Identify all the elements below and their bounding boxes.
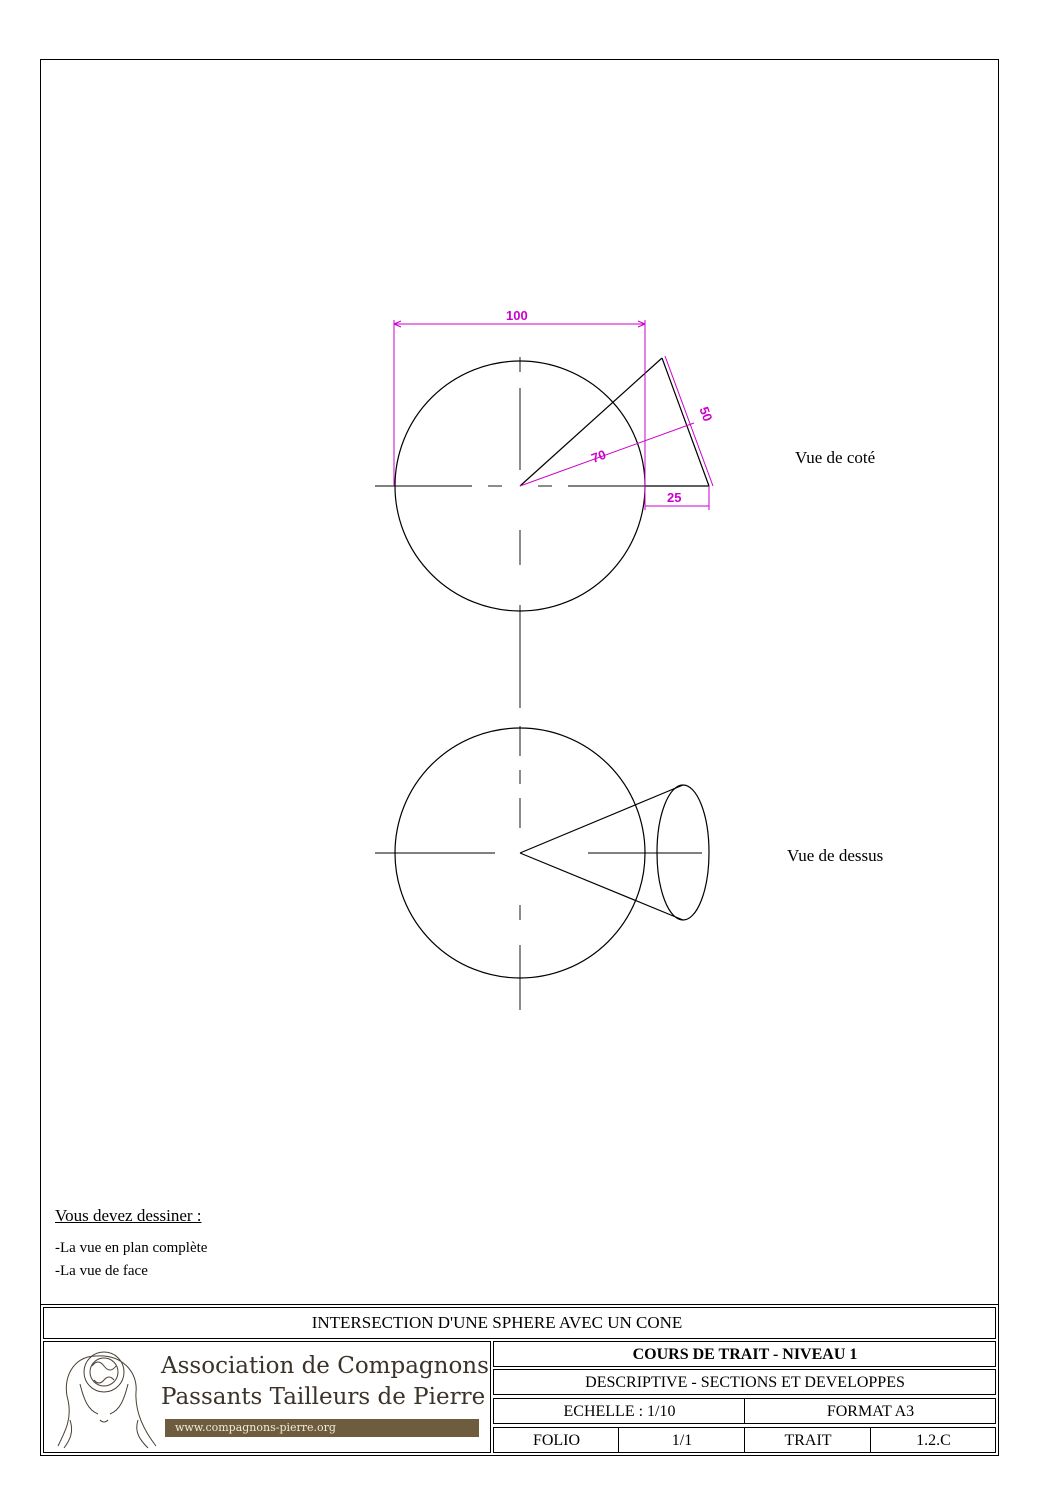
type-label: TRAIT xyxy=(784,1431,832,1449)
logo-emblem xyxy=(58,1352,156,1448)
logo-line-2: Passants Tailleurs de Pierre xyxy=(161,1384,486,1410)
top-view-label: Vue de dessus xyxy=(787,846,884,865)
instructions-title: Vous devez dessiner : xyxy=(55,1206,202,1225)
top-view-cone xyxy=(520,785,709,920)
instruction-item: -La vue de face xyxy=(55,1263,148,1279)
drawing-title: INTERSECTION D'UNE SPHERE AVEC UN CONE xyxy=(311,1313,683,1332)
dimension-offset: 25 xyxy=(667,490,682,505)
dimension-cone-length: 50 xyxy=(696,404,716,424)
top-view xyxy=(375,726,709,1010)
scale-value: ECHELLE : 1/10 xyxy=(563,1402,676,1420)
instruction-item: -La vue en plan complète xyxy=(55,1240,208,1256)
side-view-label: Vue de coté xyxy=(795,448,876,467)
dimension-lines xyxy=(394,320,716,510)
folio-value: 1/1 xyxy=(671,1431,693,1449)
side-view-centerlines xyxy=(375,357,665,708)
dimension-width: 100 xyxy=(506,308,528,323)
reference-value: 1.2.C xyxy=(916,1431,951,1449)
side-view xyxy=(375,357,709,708)
format-value: FORMAT A3 xyxy=(826,1402,915,1420)
folio-label: FOLIO xyxy=(532,1431,581,1449)
subject-title: DESCRIPTIVE - SECTIONS ET DEVELOPPES xyxy=(585,1373,905,1391)
logo-line-1: Association de Compagnons xyxy=(161,1353,489,1379)
top-view-centerlines xyxy=(375,726,702,1010)
side-view-cone xyxy=(520,358,709,486)
logo-website: www.compagnons-pierre.org xyxy=(165,1419,479,1437)
dimension-radius: 70 xyxy=(589,446,608,466)
course-title: COURS DE TRAIT - NIVEAU 1 xyxy=(632,1345,858,1363)
